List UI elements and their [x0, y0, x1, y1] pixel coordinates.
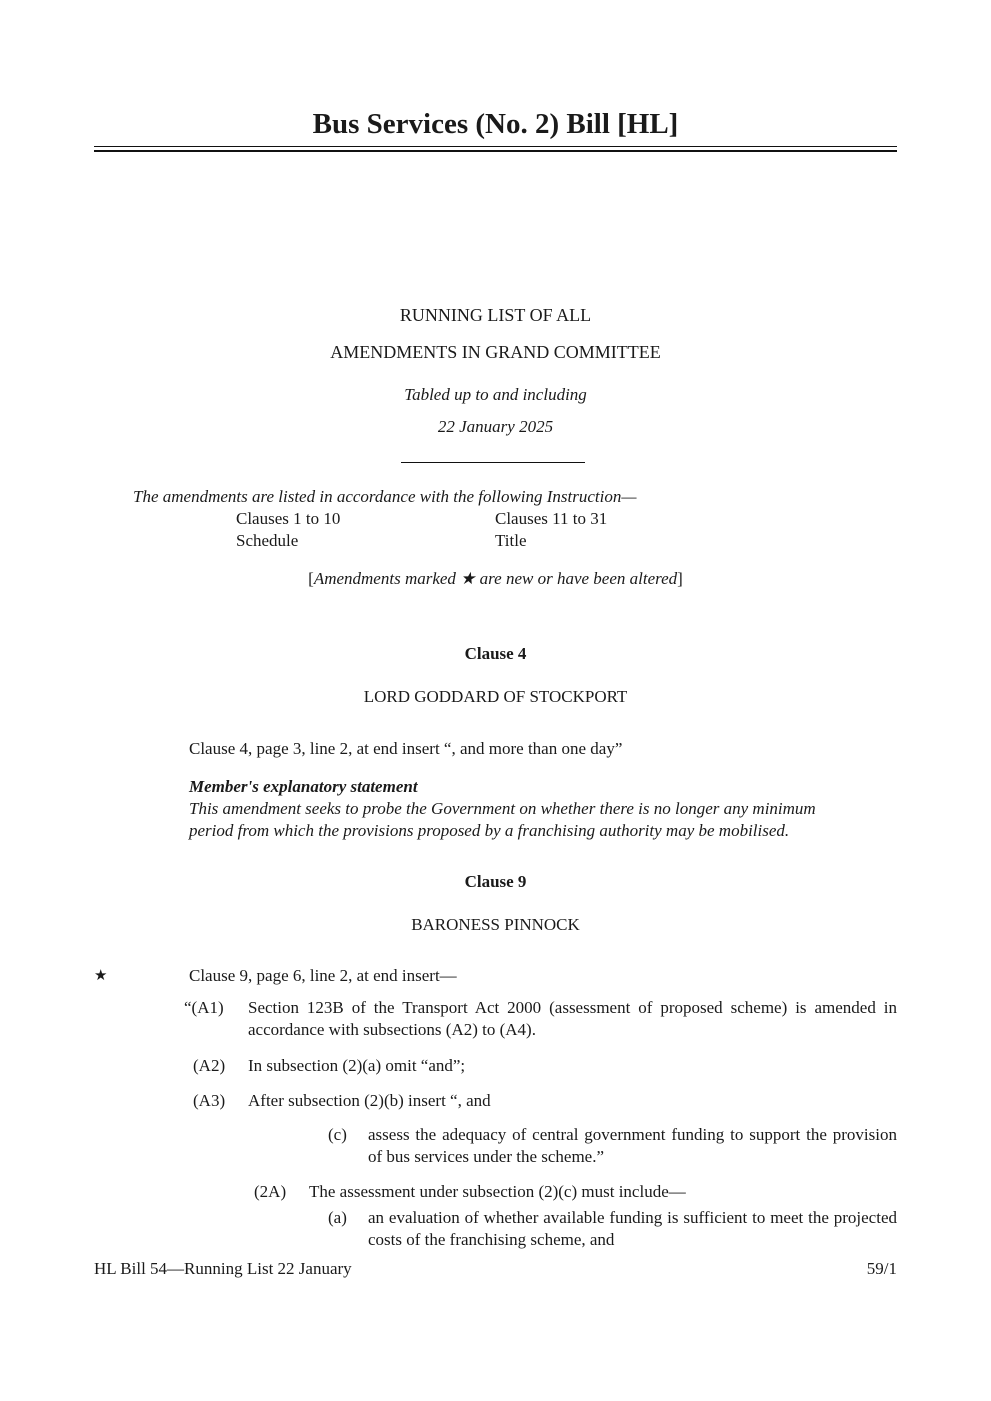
footer-page-number: 59/1 — [866, 1259, 897, 1278]
instruction-intro: The amendments are listed in accordance with the following Instruction— — [133, 487, 637, 506]
paragraph-number: (a) — [328, 1208, 347, 1227]
amendment-text: Clause 4, page 3, line 2, at end insert “, and more than one day” — [189, 739, 623, 758]
member-name: BARONESS PINNOCK — [411, 915, 580, 934]
explanatory-statement-title: Member's explanatory statement — [189, 777, 418, 796]
subsection-text: In subsection (2)(a) omit “and”; — [248, 1056, 466, 1075]
member-name: LORD GODDARD OF STOCKPORT — [363, 687, 628, 706]
subsection-number: “(A1) — [184, 998, 224, 1017]
subsection-number: (A2) — [193, 1056, 226, 1075]
paragraph-number: (c) — [328, 1125, 347, 1144]
subsection-number: (A3) — [193, 1091, 226, 1110]
title-rule-thin — [94, 146, 897, 147]
cover-line-2: AMENDMENTS IN GRAND COMMITTEE — [330, 342, 661, 362]
title-rule-thick — [94, 150, 897, 152]
tabled-date: 22 January 2025 — [437, 417, 554, 436]
star-note-text: Amendments marked ★ are new or have been altered — [313, 569, 678, 588]
clause-heading: Clause 9 — [464, 872, 527, 891]
subsection-text: Section 123B of the Transport Act 2000 (assessment of proposed scheme) is amended in accordance with subsections (A2) to (A4). — [248, 998, 897, 1039]
new-amendment-star-icon: ★ — [94, 966, 108, 984]
instruction-item: Clauses 1 to 10 — [236, 509, 341, 528]
bracket-open: [ — [308, 569, 314, 588]
paragraph-text: an evaluation of whether available funding is sufficient to meet the projected costs of the franchising scheme, and — [368, 1208, 897, 1249]
explanatory-statement-line: This amendment seeks to probe the Government on whether there is no longer any minimum — [189, 799, 816, 818]
subsection-text: The assessment under subsection (2)(c) must include— — [309, 1182, 686, 1201]
instruction-item: Schedule — [236, 531, 299, 550]
cover-line-1: RUNNING LIST OF ALL — [399, 305, 592, 325]
instruction-item: Title — [495, 531, 527, 550]
bracket-close: ] — [677, 569, 683, 588]
star-note — [0, 568, 991, 590]
tabled-label: Tabled up to and including — [404, 385, 587, 404]
cover-divider — [401, 462, 585, 463]
instruction-item: Clauses 11 to 31 — [495, 509, 608, 528]
paragraph-text: assess the adequacy of central government funding to support the provision of bus services under the scheme.” — [368, 1125, 897, 1166]
document-title: Bus Services (No. 2) Bill [HL] — [312, 108, 679, 140]
subsection-number: (2A) — [254, 1182, 287, 1201]
footer-bill-reference: HL Bill 54—Running List 22 January — [94, 1259, 352, 1278]
amendment-text: Clause 9, page 6, line 2, at end insert— — [189, 966, 457, 985]
explanatory-statement-line: period from which the provisions proposed by a franchising authority may be mobilised. — [189, 821, 790, 840]
subsection-text: After subsection (2)(b) insert “, and — [248, 1091, 491, 1110]
clause-heading: Clause 4 — [464, 644, 527, 663]
